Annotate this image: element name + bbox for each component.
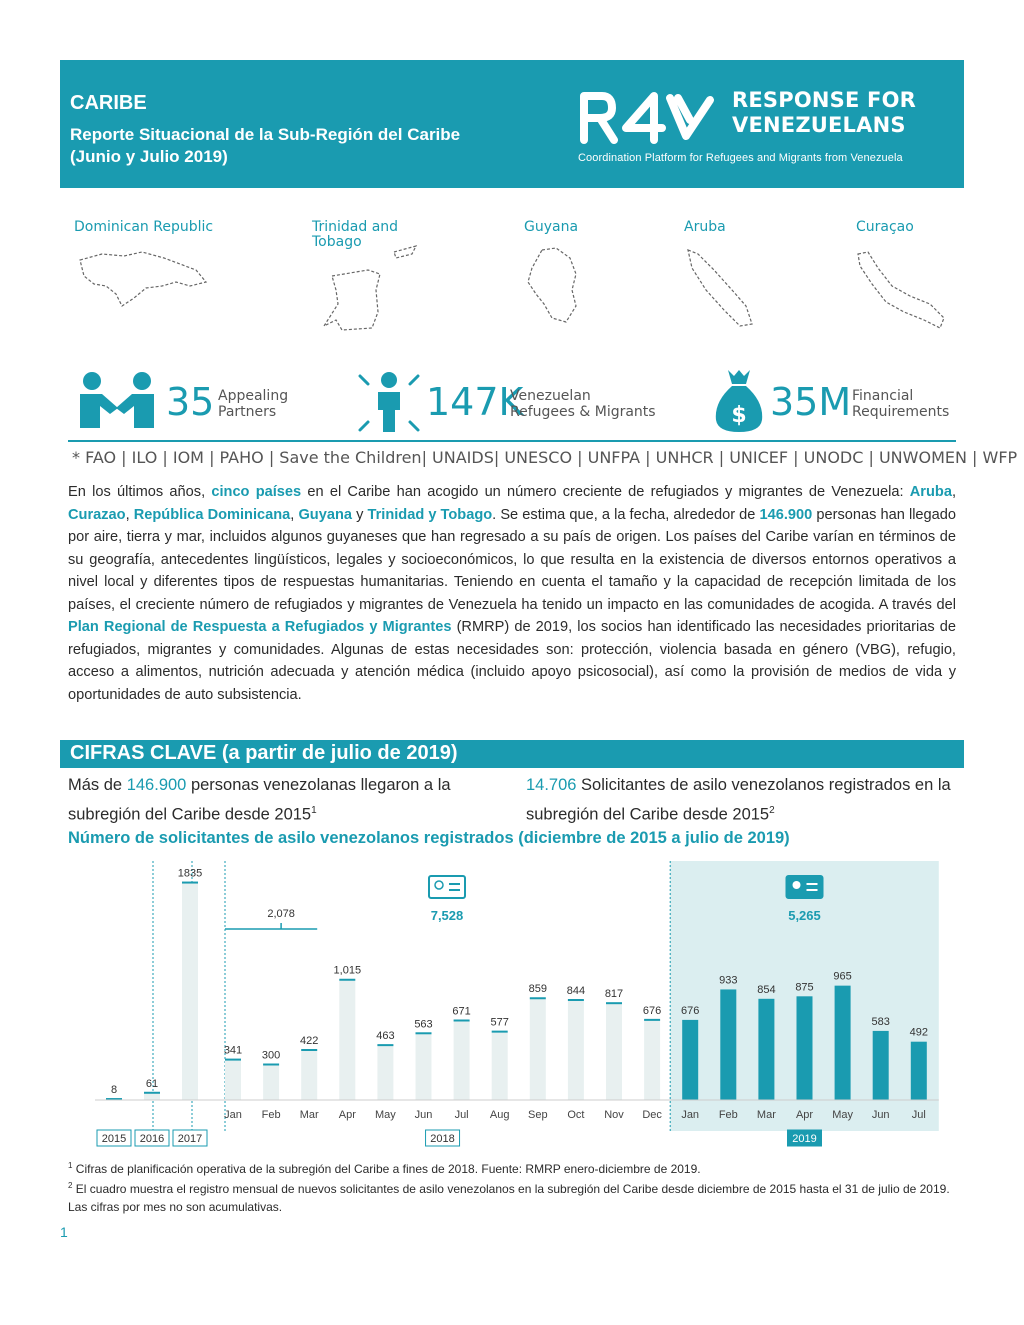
bar-value-label: 61 [145,1077,159,1090]
intro-text: , [951,484,956,500]
country-trinidad-tobago: Trinidad and Tobago [312,219,399,250]
bar [568,1000,584,1100]
bar-value-label: 859 [528,983,547,996]
month-tick-label: Jul [911,1109,926,1121]
svg-text:$: $ [731,403,747,428]
group-total-label: 7,528 [430,908,464,923]
aruba-map-icon [684,246,756,330]
month-tick-label: Jun [414,1109,433,1121]
dominican-republic-map-icon [72,246,212,310]
intro-highlight-link[interactable]: Plan Regional de Respuesta a Refugiados y Migrantes [68,619,452,635]
footnote-1 [68,1157,960,1178]
intro-text: , [125,506,134,523]
month-tick-label: Sep [528,1109,548,1121]
footnote-1-marker: 1 [68,1161,73,1170]
month-tick-label: Feb [718,1109,738,1121]
refugees-count: 147K [426,380,524,424]
logo-line-2: VENEZUELANS [732,113,906,137]
bar [416,1033,432,1100]
intro-highlight: 146.900 [759,506,813,523]
footnote-2 [68,1177,960,1216]
bar-value-label: 577 [490,1016,509,1029]
key-figures-heading: CIFRAS CLAVE (a partir de julio de 2019) [70,742,458,764]
month-tick-label: Aug [489,1109,510,1121]
id-card-icon [787,876,823,898]
bar-value-label: 8 [110,1084,118,1097]
r4v-logo-mark [578,90,720,144]
bar [758,999,774,1100]
asylum-bar-chart [95,856,928,1156]
bar [606,1003,622,1100]
r4v-logo-text [732,88,916,138]
partners-label: Appealing Partners [218,388,289,420]
year-label: 2016 [139,1133,165,1145]
bar-value-label: 300 [261,1049,281,1062]
month-tick-label: Feb [261,1109,281,1121]
bar [263,1064,279,1100]
guyana-map-icon [522,246,584,326]
month-tick-label: Jan [681,1109,700,1121]
month-tick-label: Jun [871,1109,890,1121]
month-tick-label: Mar [756,1109,776,1121]
footnote-1-text: Cifras de planificación operativa de la subregión del Caribe a fines de 2018. Fuente: RMRP enero-diciembre de 2019. [72,1162,701,1176]
key-figure-asylum [526,773,956,828]
intro-highlight: República Dominicana [133,506,291,523]
bar [225,1060,241,1100]
handshake-icon [78,372,156,430]
country-dominican-republic: Dominican Republic [74,219,214,235]
kf1-prefix: Más de [68,776,127,794]
bar-value-label: 965 [833,970,852,983]
intro-highlight: Aruba [909,484,952,500]
intro-highlight: cinco países [211,484,302,500]
country-curacao: Curaçao [856,219,914,235]
intro-text: personas han llegado por aire, tierra y mar, incluidos algunos guyaneses que han regresado a su país de origen. Los países del Caribe varían en términos de su geografía, antecedentes lingüísticos, legales y socioeconómicos, lo que resulta en la existencia de diversos entornos operativos a nivel local y diferentes tipos de respuestas humanitarias. Teniendo en cuenta el tamaño y la capacidad de recepción limitada de los países, el creciente número de refugiados y migrantes de Venezuela ha tenido un impacto en las comunidades de acogida. A través del [68,506,957,613]
bar-value-label: 844 [566,984,586,997]
country-aruba: Aruba [684,219,726,235]
partners-count: 35 [166,380,215,424]
bar-value-label: 854 [757,983,776,996]
year-label: 2017 [177,1133,203,1145]
bar [492,1032,508,1100]
bar-value-label: 671 [452,1005,471,1018]
bar [530,998,546,1100]
bar-value-label: 463 [376,1030,395,1043]
funding-label: Financial Requirements [852,388,950,420]
intro-text: (RMRP) de 2019, los socios han identificado las necesidades prioritarias de refugiados, migrantes y comunidades. Algunas de estas necesidades son: protección, violencia basada en género (VBG), refugio, acceso a alimentos, nutrición adecuada y atención médica (incluido apoyo psicosocial), así como la provisión de medios de vida y oportunidades de auto subsistencia. [68,619,956,703]
group-total-label: 5,265 [788,908,821,923]
bar-value-label: 492 [909,1026,928,1039]
report-header [60,60,964,188]
intro-text: . Se estima que, a la fecha, alrededor de [492,506,760,523]
bar [873,1031,889,1100]
month-tick-label: Apr [795,1109,814,1121]
year-label: 2019 [792,1133,817,1145]
intro-highlight: Guyana [298,506,352,523]
kf1-text: personas venezolanas llegaron a la subregión del Caribe desde 2015 [68,776,451,824]
bar [144,1093,160,1100]
bar [682,1020,698,1100]
chart-title: Número de solicitantes de asilo venezolanos registrados (diciembre de 2015 a julio de 2019) [68,829,790,847]
bracket-label: 2,078 [267,908,295,920]
id-card-icon [429,876,465,898]
bar [835,986,851,1100]
kf2-number: 14.706 [526,776,577,794]
bar-value-label: 1835 [177,867,203,880]
bar [339,980,355,1100]
kf1-number: 146.900 [126,776,187,794]
bar-value-label: 563 [414,1018,433,1031]
bar [182,883,198,1100]
key-figure-arrivals [68,773,498,828]
year-label: 2018 [430,1133,455,1145]
intro-text: , [290,506,299,523]
intro-text: y [351,506,368,523]
bar-value-label: 341 [223,1044,243,1057]
bar [301,1050,317,1100]
kf2-text: Solicitantes de asilo venezolanos registrados en la subregión del Caribe desde 2015 [526,776,951,824]
footnote-2-text: El cuadro muestra el registro mensual de nuevos solicitantes de asilo venezolanos en la subregión del Caribe desde diciembre de 2015 hasta el 31 de julio de 2019. Las cifras por mes no son acumulativas. [68,1182,950,1214]
id-card-icon-head [435,881,443,889]
logo-line-1: RESPONSE FOR [732,88,917,112]
intro-paragraph [68,481,956,706]
bar-value-label: 583 [871,1015,890,1028]
bar-value-label: 676 [681,1004,700,1017]
bar [911,1042,927,1100]
intro-highlight: Trinidad y Tobago [367,506,493,523]
intro-text: en el Caribe han acogido un número creciente de refugiados y migrantes de Venezuela: [301,484,910,500]
trinidad-tobago-map-icon [312,246,424,334]
intro-highlight: Curazao [68,506,126,523]
month-tick-label: May [375,1109,396,1121]
bar [377,1045,393,1100]
funding-amount: 35M [770,380,852,424]
intro-text: En los últimos años, [68,484,212,500]
bar [644,1020,660,1100]
bar [797,996,813,1100]
month-tick-label: Jan [224,1109,242,1121]
logo-tagline: Coordination Platform for Refugees and Migrants from Venezuela [578,152,903,164]
bar-value-label: 676 [642,1004,662,1017]
month-tick-label: Mar [299,1109,319,1121]
country-guyana: Guyana [524,219,579,235]
bar [454,1020,470,1100]
year-label: 2015 [101,1133,127,1145]
bar [720,989,736,1100]
bar-value-label: 422 [300,1034,319,1047]
month-tick-label: Nov [604,1109,624,1121]
month-tick-label: Jul [454,1109,469,1121]
kf2-footnote-ref: 2 [769,805,775,816]
partners-list: * FAO | ILO | IOM | PAHO | Save the Children| UNAIDS| UNESCO | UNFPA | UNHCR | UNICEF | UNODC | UNWOMEN | WFP [72,448,1018,467]
report-subtitle: Reporte Situacional de la Sub-Región del Caribe (Junio y Julio 2019) [70,125,461,166]
divider [68,440,956,442]
key-figures-heading-bar [60,740,964,768]
id-card-icon-head [793,881,801,889]
bar-value-label: 875 [795,981,814,994]
month-tick-label: May [832,1109,853,1121]
page-number: 1 [60,1224,68,1240]
footnote-2-marker: 2 [68,1181,73,1190]
month-tick-label: Apr [338,1109,356,1121]
refugees-label: Venezuelan Refugees & Migrants [510,388,656,420]
bar-value-label: 1,015 [333,964,362,977]
person-icon [356,370,422,434]
region-title: CARIBE [70,92,147,114]
month-tick-label: Oct [567,1109,585,1121]
bar-value-label: 933 [719,974,738,987]
bar-value-label: 817 [604,988,624,1001]
money-bag-icon [714,368,764,434]
curacao-map-icon [854,246,948,332]
kf1-footnote-ref: 1 [311,805,317,816]
month-tick-label: Dec [642,1109,662,1121]
